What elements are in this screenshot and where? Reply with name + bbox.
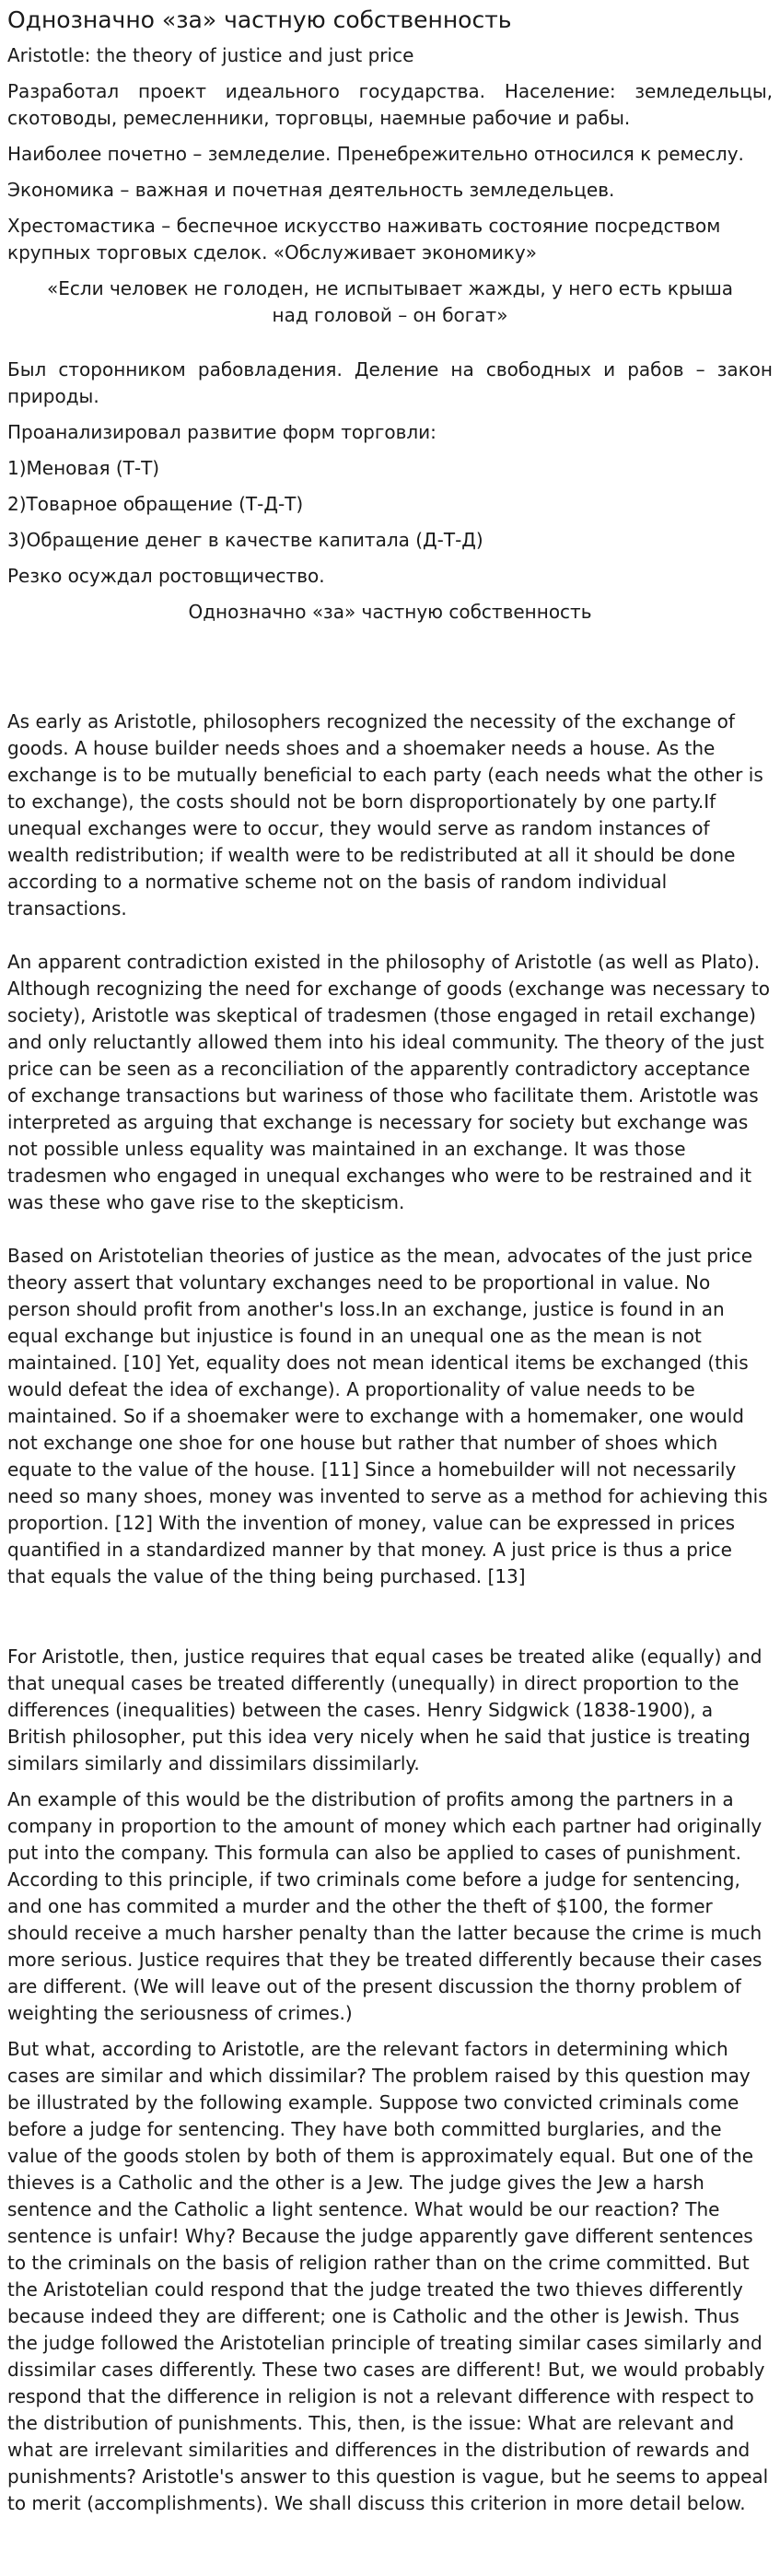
paragraph-just-price: Based on Aristotelian theories of justice as the mean, advocates of the just price theory assert that voluntary exchanges need to be proportional in value. No person should profit from another's loss.In an exchange, justice is found in an equal exchange but injustice is found in an unequal one as the mean is not maintained. [10] Yet, equality does not mean identical items be exchanged (this would defeat the idea of exchange). A proportionality of value needs to be maintained. So if a shoemaker were to exchange with a homemaker, one would not exchange one shoe for one house but rather that number of shoes which equate to the value of the house. [11] Since a homebuilder will not necessarily need so many shoes, money was invented to serve as a method for achieving this proportion. [12] With the invention of money, value can be expressed in prices quantified in a standardized manner by that money. A just price is thus a price that equals the value of the thing being purchased. [13] <box>7 1245 768 1587</box>
paragraph-trade-forms: Проанализировал развитие форм торговли: <box>7 421 437 443</box>
paragraph-contradiction: An apparent contradiction existed in the philosophy of Aristotle (as well as Plato). Although recognizing the need for exchange of goods (exchange was necessary to society), Aristotle was skeptical of tradesmen (those engaged in retail exchange) and only reluctantly allowed them into his ideal community. The theory of the just price can be seen as a reconciliation of the apparently contradictory acceptance of exchange transactions but wariness of those who facilitate them. Aristotle was interpreted as arguing that exchange is necessary for society but exchange was not possible unless equality was maintained in an exchange. It was those tradesmen who engaged in unequal exchanges who were to be restrained and it was these who gave rise to the skepticism. <box>7 951 770 1213</box>
paragraph-ideal-state: Разработал проект идеального государства. Население: земледельцы, скотоводы, ремесленники, торговцы, наемные рабочие и рабы. <box>7 80 773 129</box>
paragraph-economics: Экономика – важная и почетная деятельность земледельцев. <box>7 179 615 201</box>
paragraph-chrematistics: Хрестомастика – беспечное искусство наживать состояние посредством крупных торговых сделок. «Обслуживает экономику» <box>7 215 721 263</box>
page-title: Однозначно «за» частную собственность <box>7 6 512 33</box>
paragraph-usury: Резко осуждал ростовщичество. <box>7 565 325 587</box>
spacer <box>7 635 773 708</box>
subtitle: Aristotle: the theory of justice and just price <box>7 44 414 66</box>
russian-section <box>7 42 773 626</box>
paragraph-agriculture: Наиболее почетно – земледелие. Пренебрежительно относился к ремеслу. <box>7 143 744 165</box>
paragraph-relevant-factors: But what, according to Aristotle, are the relevant factors in determining which cases are similar and which dissimilar? The problem raised by this question may be illustrated by the following example. Suppose two convicted criminals come before a judge for sentencing. They have both committed burglaries, and the value of the goods stolen by both of them is approximately equal. But one of the thieves is a Catholic and the other is a Jew. The judge gives the Jew a harsh sentence and the Catholic a light sentence. What would be our reaction? The sentence is unfair! Why? Because the judge apparently gave different sentences to the criminals on the basis of religion rather than on the crime committed. But the Aristotelian could respond that the judge treated the two thieves differently because indeed they are different; one is Catholic and the other is Jewish. Thus the judge followed the Aristotelian principle of treating similar cases similarly and dissimilar cases differently. These two cases are different! But, we would probably respond that the difference in religion is not a relevant difference with respect to the distribution of punishments. This, then, is the issue: What are relevant and what are irrelevant similarities and differences in the distribution of rewards and punishments? Aristotle's answer to this question is vague, but he seems to appeal to merit (accomplishments). We shall discuss this criterion in more detail below. <box>7 2038 769 2514</box>
paragraph-exchange: As early as Aristotle, philosophers recognized the necessity of the exchange of goods. A house builder needs shoes and a shoemaker needs a house. As the exchange is to be mutually beneficial to each party (each needs what the other is to exchange), the costs should not be born disproportionately by one party.If unequal exchanges were to occur, they would serve as random instances of wealth redistribution; if wealth were to be redistributed at all it should be done according to a normative scheme not on the basis of random individual transactions. <box>7 710 763 919</box>
quote: «Если человек не голоден, не испытывает жажды, у него есть крыша над головой – он богат» <box>46 277 734 326</box>
paragraph-slavery: Был сторонником рабовладения. Деление на свободных и рабов – закон природы. <box>7 358 773 407</box>
document-page <box>0 6 780 2517</box>
paragraph-profit-example: An example of this would be the distribution of profits among the partners in a company in proportion to the amount of money which each partner had originally put into the company. This formula can also be applied to cases of punishment. According to this principle, if two criminals come before a judge for sentencing, and one has commited a murder and the other the theft of $100, the former should receive a much harsher penalty than the latter because the crime is much more serious. Justice requires that they be treated differently because their cases are different. (We will leave out of the present discussion the thorny problem of weighting the seriousness of crimes.) <box>7 1788 763 2024</box>
center-line: Однозначно «за» частную собственность <box>188 601 592 623</box>
list-item: 3)Обращение денег в качестве капитала (Д-Т-Д) <box>7 529 483 551</box>
list-item: 2)Товарное обращение (Т-Д-Т) <box>7 493 304 515</box>
list-item: 1)Меновая (Т-Т) <box>7 457 160 479</box>
paragraph-justice-equal: For Aristotle, then, justice requires that equal cases be treated alike (equally) and that unequal cases be treated differently (unequally) in direct proportion to the differences (inequalities) between the cases. Henry Sidgwick (1838-1900), a British philosopher, put this idea very nicely when he said that justice is treating similars similarly and dissimilars dissimilarly. <box>7 1645 763 1774</box>
english-section <box>7 708 773 2517</box>
